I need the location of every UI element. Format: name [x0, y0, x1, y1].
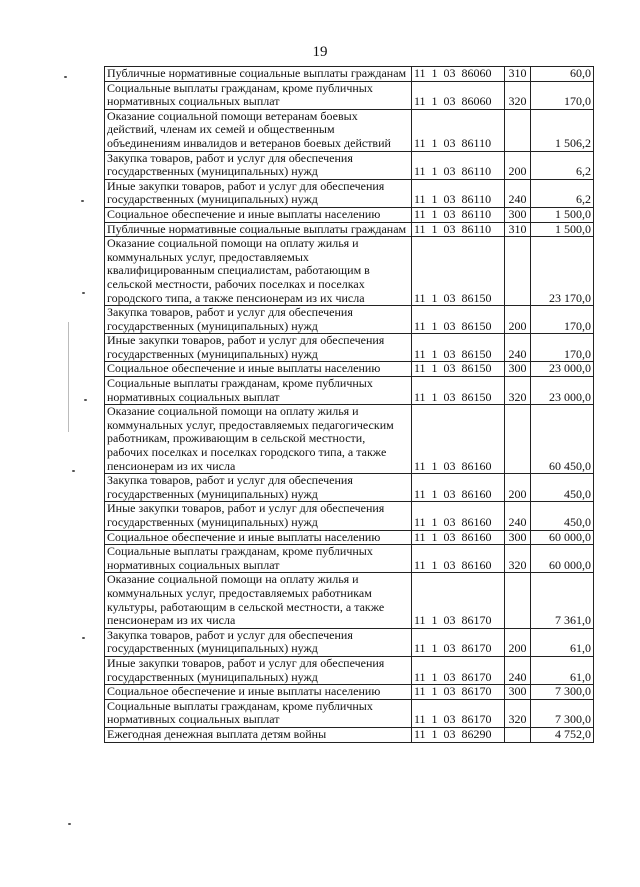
row-code-cell: 11 1 03 86110 — [412, 222, 505, 237]
row-name-cell: Социальные выплаты гражданам, кроме публичных нормативных социальных выплат — [105, 699, 412, 727]
row-amount-cell: 4 752,0 — [531, 727, 594, 742]
row-expense-type-cell — [505, 727, 531, 742]
row-amount-cell: 23 170,0 — [531, 237, 594, 306]
row-code-cell: 11 1 03 86170 — [412, 699, 505, 727]
row-amount-cell: 170,0 — [531, 306, 594, 334]
table-row — [105, 474, 594, 502]
row-name-cell: Закупка товаров, работ и услуг для обеспечения государственных (муниципальных) нужд — [105, 306, 412, 334]
row-name-cell: Ежегодная денежная выплата детям войны — [105, 727, 412, 742]
row-code-cell: 11 1 03 86150 — [412, 334, 505, 362]
row-expense-type-cell: 300 — [505, 685, 531, 700]
row-expense-type-cell: 200 — [505, 474, 531, 502]
row-name-cell: Иные закупки товаров, работ и услуг для обеспечения государственных (муниципальных) нужд — [105, 179, 412, 207]
table-row — [105, 656, 594, 684]
row-code-cell: 11 1 03 86160 — [412, 545, 505, 573]
row-code-cell: 11 1 03 86170 — [412, 628, 505, 656]
row-code-cell: 11 1 03 86060 — [412, 67, 505, 82]
row-name-cell: Социальное обеспечение и иные выплаты населению — [105, 207, 412, 222]
table-row — [105, 362, 594, 377]
table-row — [105, 405, 594, 474]
table-row — [105, 628, 594, 656]
table-row — [105, 699, 594, 727]
row-amount-cell: 170,0 — [531, 334, 594, 362]
scan-margin-line — [68, 322, 69, 432]
row-name-cell: Социальные выплаты гражданам, кроме публичных нормативных социальных выплат — [105, 377, 412, 405]
row-name-cell: Оказание социальной помощи ветеранам боевых действий, членам их семей и общественным объединениям инвалидов и ветеранов боевых действий — [105, 109, 412, 151]
row-amount-cell: 60 000,0 — [531, 545, 594, 573]
row-amount-cell: 23 000,0 — [531, 377, 594, 405]
row-expense-type-cell: 200 — [505, 628, 531, 656]
budget-table — [104, 66, 594, 743]
row-amount-cell: 1 500,0 — [531, 222, 594, 237]
table-row — [105, 151, 594, 179]
row-name-cell: Иные закупки товаров, работ и услуг для обеспечения государственных (муниципальных) нужд — [105, 334, 412, 362]
table-row — [105, 67, 594, 82]
row-code-cell: 11 1 03 86150 — [412, 362, 505, 377]
row-amount-cell: 60,0 — [531, 67, 594, 82]
row-expense-type-cell — [505, 573, 531, 628]
row-amount-cell: 6,2 — [531, 151, 594, 179]
row-expense-type-cell: 320 — [505, 699, 531, 727]
row-expense-type-cell: 240 — [505, 179, 531, 207]
row-code-cell: 11 1 03 86290 — [412, 727, 505, 742]
page-number: 19 — [312, 44, 328, 60]
row-expense-type-cell: 240 — [505, 656, 531, 684]
row-name-cell: Социальное обеспечение и иные выплаты населению — [105, 362, 412, 377]
row-name-cell: Закупка товаров, работ и услуг для обеспечения государственных (муниципальных) нужд — [105, 628, 412, 656]
row-name-cell: Закупка товаров, работ и услуг для обеспечения государственных (муниципальных) нужд — [105, 474, 412, 502]
row-name-cell: Оказание социальной помощи на оплату жилья и коммунальных услуг, предоставляемых педагогическим работникам, проживающим в сельской местности, рабочих поселках и поселках городского типа, а также пенсионерам из их числа — [105, 405, 412, 474]
row-code-cell: 11 1 03 86170 — [412, 656, 505, 684]
table-row — [105, 306, 594, 334]
row-amount-cell: 61,0 — [531, 628, 594, 656]
row-expense-type-cell: 200 — [505, 151, 531, 179]
row-name-cell: Публичные нормативные социальные выплаты гражданам — [105, 222, 412, 237]
row-name-cell: Иные закупки товаров, работ и услуг для обеспечения государственных (муниципальных) нужд — [105, 656, 412, 684]
row-expense-type-cell — [505, 405, 531, 474]
row-expense-type-cell: 300 — [505, 362, 531, 377]
row-name-cell: Иные закупки товаров, работ и услуг для обеспечения государственных (муниципальных) нужд — [105, 502, 412, 530]
row-name-cell: Социальные выплаты гражданам, кроме публичных нормативных социальных выплат — [105, 81, 412, 109]
row-name-cell: Публичные нормативные социальные выплаты гражданам — [105, 67, 412, 82]
table-row — [105, 237, 594, 306]
row-expense-type-cell: 310 — [505, 222, 531, 237]
row-code-cell: 11 1 03 86110 — [412, 151, 505, 179]
row-code-cell: 11 1 03 86170 — [412, 685, 505, 700]
row-expense-type-cell: 300 — [505, 207, 531, 222]
row-expense-type-cell — [505, 109, 531, 151]
row-amount-cell: 60 000,0 — [531, 530, 594, 545]
row-amount-cell: 23 000,0 — [531, 362, 594, 377]
row-expense-type-cell — [505, 237, 531, 306]
row-amount-cell: 450,0 — [531, 474, 594, 502]
row-amount-cell: 7 361,0 — [531, 573, 594, 628]
row-expense-type-cell: 320 — [505, 545, 531, 573]
row-expense-type-cell: 310 — [505, 67, 531, 82]
row-code-cell: 11 1 03 86170 — [412, 573, 505, 628]
table-row — [105, 207, 594, 222]
row-name-cell: Социальные выплаты гражданам, кроме публичных нормативных социальных выплат — [105, 545, 412, 573]
row-name-cell: Закупка товаров, работ и услуг для обеспечения государственных (муниципальных) нужд — [105, 151, 412, 179]
table-row — [105, 334, 594, 362]
row-amount-cell: 61,0 — [531, 656, 594, 684]
row-code-cell: 11 1 03 86150 — [412, 237, 505, 306]
row-amount-cell: 170,0 — [531, 81, 594, 109]
row-code-cell: 11 1 03 86110 — [412, 207, 505, 222]
row-expense-type-cell: 320 — [505, 81, 531, 109]
row-amount-cell: 1 500,0 — [531, 207, 594, 222]
row-amount-cell: 1 506,2 — [531, 109, 594, 151]
row-amount-cell: 450,0 — [531, 502, 594, 530]
row-name-cell: Оказание социальной помощи на оплату жилья и коммунальных услуг, предоставляемых работникам культуры, работающим в сельской местности, а также пенсионерам из их числа — [105, 573, 412, 628]
row-name-cell: Социальное обеспечение и иные выплаты населению — [105, 685, 412, 700]
row-code-cell: 11 1 03 86150 — [412, 306, 505, 334]
row-name-cell: Оказание социальной помощи на оплату жилья и коммунальных услуг, предоставляемых квалифицированным специалистам, работающим в сельской местности, рабочих поселках и поселках городского типа, а также пенсионерам из их числа — [105, 237, 412, 306]
table-row — [105, 109, 594, 151]
table-row — [105, 685, 594, 700]
row-amount-cell: 7 300,0 — [531, 699, 594, 727]
table-row — [105, 179, 594, 207]
row-code-cell: 11 1 03 86160 — [412, 502, 505, 530]
table-row — [105, 377, 594, 405]
row-amount-cell: 60 450,0 — [531, 405, 594, 474]
table-row — [105, 545, 594, 573]
row-code-cell: 11 1 03 86150 — [412, 377, 505, 405]
row-expense-type-cell: 300 — [505, 530, 531, 545]
row-expense-type-cell: 200 — [505, 306, 531, 334]
table-row — [105, 530, 594, 545]
table-row — [105, 727, 594, 742]
row-expense-type-cell: 240 — [505, 334, 531, 362]
row-amount-cell: 7 300,0 — [531, 685, 594, 700]
table-row — [105, 573, 594, 628]
table-row — [105, 222, 594, 237]
row-amount-cell: 6,2 — [531, 179, 594, 207]
row-code-cell: 11 1 03 86110 — [412, 179, 505, 207]
row-code-cell: 11 1 03 86060 — [412, 81, 505, 109]
row-name-cell: Социальное обеспечение и иные выплаты населению — [105, 530, 412, 545]
table-row — [105, 502, 594, 530]
row-expense-type-cell: 320 — [505, 377, 531, 405]
table-row — [105, 81, 594, 109]
row-code-cell: 11 1 03 86160 — [412, 405, 505, 474]
row-expense-type-cell: 240 — [505, 502, 531, 530]
row-code-cell: 11 1 03 86160 — [412, 530, 505, 545]
row-code-cell: 11 1 03 86110 — [412, 109, 505, 151]
row-code-cell: 11 1 03 86160 — [412, 474, 505, 502]
